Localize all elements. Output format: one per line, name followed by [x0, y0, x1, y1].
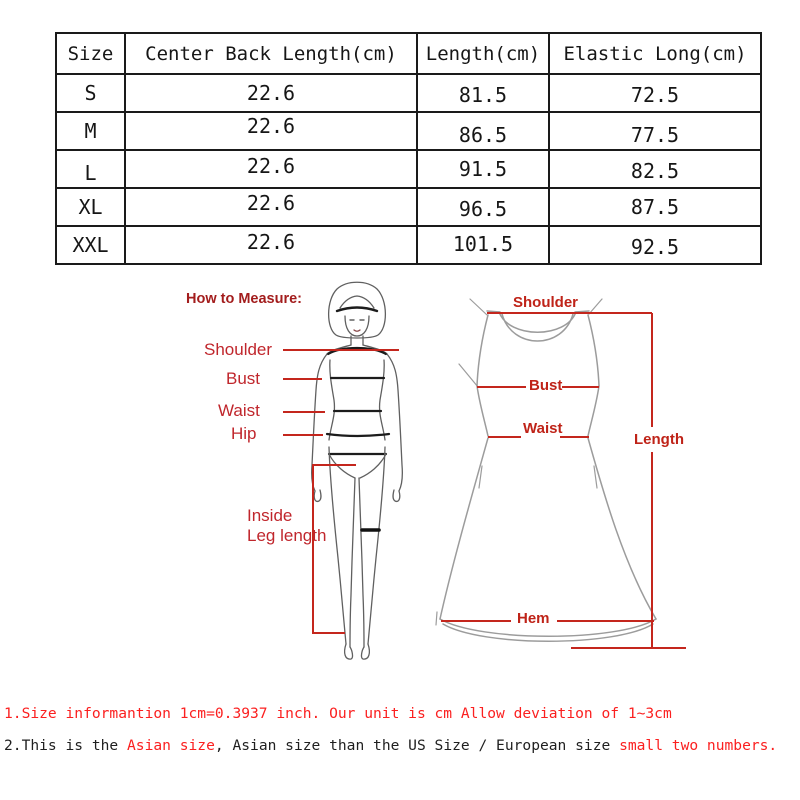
cell-elastic: 92.5	[549, 226, 761, 264]
cell-center-back: 22.6	[125, 150, 417, 188]
cell-elastic: 87.5	[549, 188, 761, 226]
note-size-information: 1.Size informantion 1cm=0.3937 inch. Our unit is cm Allow deviation of 1~3cm	[4, 705, 672, 722]
cell-center-back: 22.6	[125, 226, 417, 264]
cell-elastic: 77.5	[549, 112, 761, 150]
cell-center-back: 22.6	[125, 74, 417, 112]
table-row	[56, 74, 761, 112]
cell-length: 81.5	[417, 74, 549, 112]
cell-size: XL	[56, 188, 125, 226]
header-length: Length(cm)	[417, 33, 549, 74]
how-to-measure-title: How to Measure:	[186, 291, 303, 307]
body-bust-label: Bust	[226, 369, 261, 388]
woman-figure-drawing	[312, 282, 403, 659]
note2-text-black-1: 2.This is the	[4, 737, 128, 754]
cell-length: 86.5	[417, 112, 549, 150]
dress-waist-label: Waist	[523, 420, 563, 437]
cell-length: 101.5	[417, 226, 549, 264]
table-row	[56, 188, 761, 226]
cell-size: L	[56, 150, 125, 188]
table-header-row	[56, 33, 761, 74]
header-elastic-long: Elastic Long(cm)	[549, 33, 761, 74]
dress-shoulder-label: Shoulder	[513, 294, 579, 311]
cell-length: 96.5	[417, 188, 549, 226]
measurement-diagram	[0, 270, 800, 700]
header-size: Size	[56, 33, 125, 74]
cell-center-back: 22.6	[125, 112, 417, 150]
header-center-back-length: Center Back Length(cm)	[125, 33, 417, 74]
cell-size: M	[56, 112, 125, 150]
cell-elastic: 82.5	[549, 150, 761, 188]
table-row	[56, 150, 761, 188]
cell-size: S	[56, 74, 125, 112]
body-hip-label: Hip	[231, 424, 257, 443]
inside-leg-label: Inside Leg length	[247, 506, 327, 545]
note-asian-size	[4, 736, 777, 755]
dress-hem-label: Hem	[517, 610, 550, 627]
cell-length: 91.5	[417, 150, 549, 188]
dress-bust-label: Bust	[529, 377, 563, 394]
note2-text-black-2: , Asian size than the US Size / European size	[214, 737, 620, 754]
size-table	[55, 32, 762, 265]
body-waist-label: Waist	[218, 401, 260, 420]
dress-measure-lines	[441, 313, 686, 648]
note2-text-red-2: small two numbers.	[619, 737, 778, 754]
cell-elastic: 72.5	[549, 74, 761, 112]
table-row	[56, 226, 761, 264]
body-shoulder-label: Shoulder	[204, 340, 273, 359]
dress-outline-drawing	[436, 299, 656, 641]
cell-center-back: 22.6	[125, 188, 417, 226]
cell-size: XXL	[56, 226, 125, 264]
table-row	[56, 112, 761, 150]
note2-text-red-1: Asian size	[127, 737, 215, 754]
dress-length-label: Length	[634, 431, 684, 448]
